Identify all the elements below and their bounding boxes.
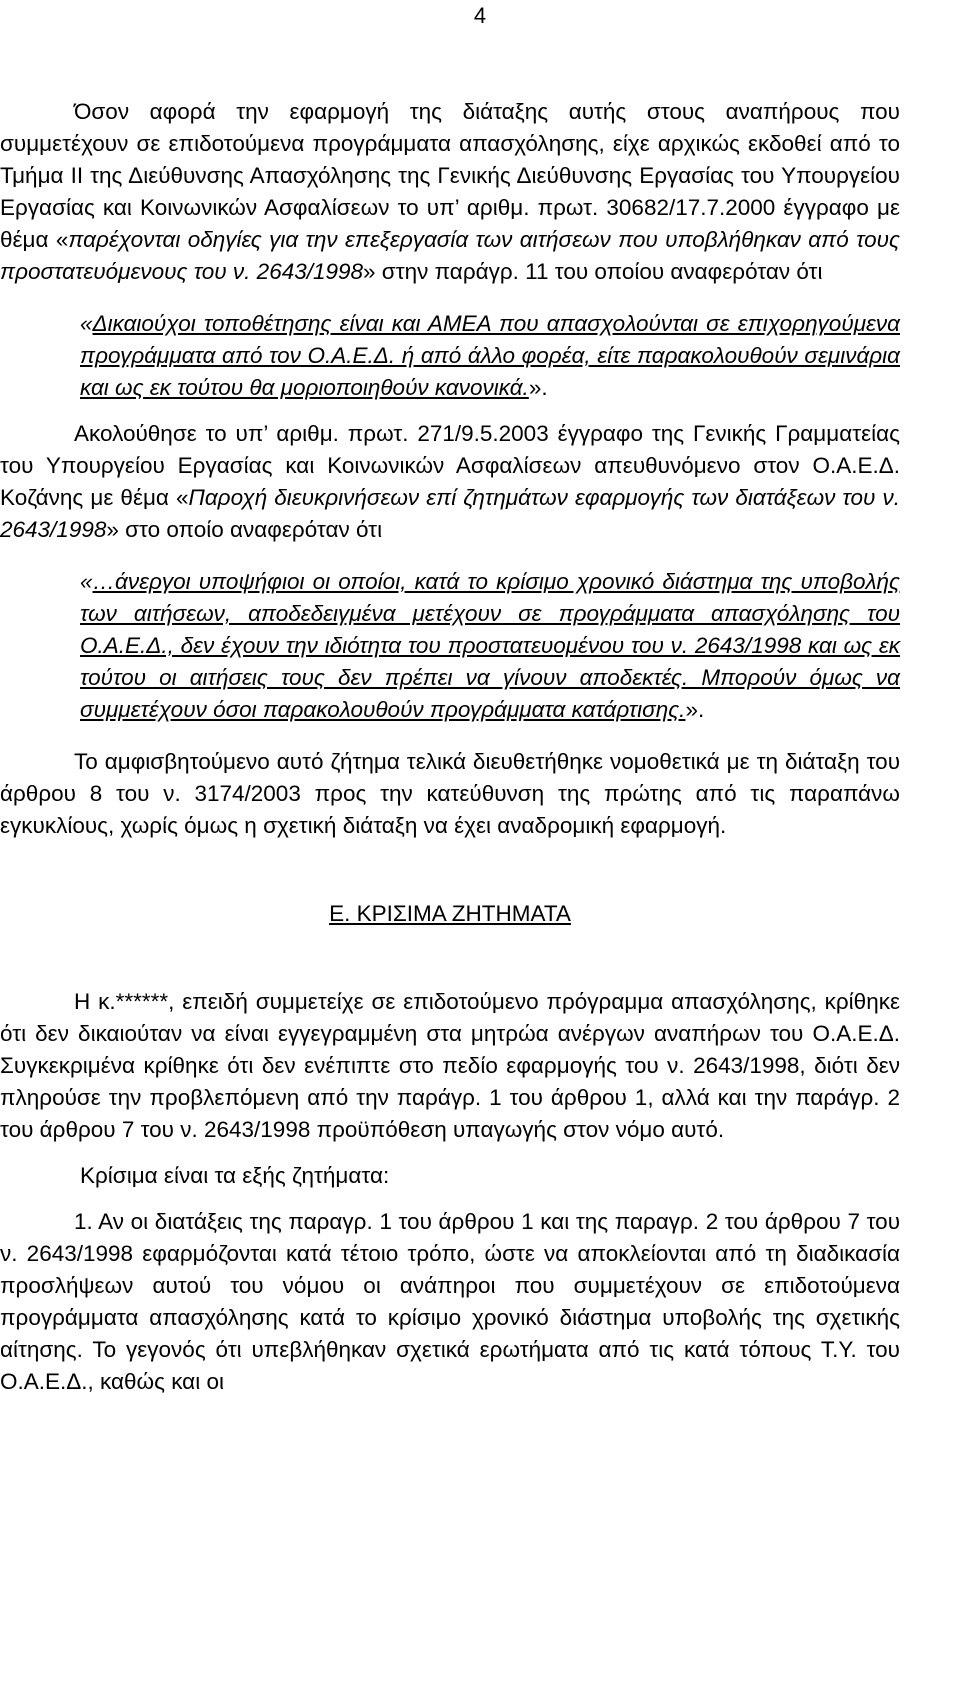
- circular-subject: παρέχονται οδηγίες για την επεξεργασία των αιτήσεων που υποβλήθηκαν από τους προστατευόμενους του ν. 2643/1998: [0, 227, 900, 284]
- paragraph-text: Το αμφισβητούμενο αυτό ζήτημα τελικά διευθετήθηκε νομοθετικά με τη διάταξη του άρθρου 8 του ν. 3174/2003 προς την κατεύθυνση της πρώτης από τις παραπάνω εγκυκλίους, χωρίς όμως η σχετική διάταξη να έχει αναδρομική εφαρμογή.: [0, 749, 900, 838]
- paragraph-critical-issues-intro: Κρίσιμα είναι τα εξής ζητήματα:: [80, 1163, 390, 1188]
- paragraph-text: Η κ.******, επειδή συμμετείχε σε επιδοτούμενο πρόγραμμα απασχόλησης, κρίθηκε ότι δεν δικαιούταν να είναι εγγεγραμμένη στα μητρώα ανέργων αναπήρων του Ο.Α.Ε.Δ. Συγκεκριμένα κρίθηκε ότι δεν ενέπιπτε στο πεδίο εφαρμογής του ν. 2643/1998, διότι δεν πληρούσε την προβλεπόμενη από την παράγρ. 1 του άρθρου 1, αλλά και την παράγρ. 2 του άρθρου 7 του ν. 2643/1998 προϋπόθεση υπαγωγής στον νόμο αυτό.: [0, 989, 900, 1142]
- section-heading: Ε. ΚΡΙΣΙΜΑ ΖΗΤΗΜΑΤΑ: [329, 901, 571, 926]
- quote-circular-2003: [80, 566, 900, 726]
- quote-circular-2000: [80, 308, 900, 404]
- paragraph-text: Ακολούθησε το υπ’ αριθμ. πρωτ. 271/9.5.2003 έγγραφο της Γενικής Γραμματείας του Υπουργείου Εργασίας και Κοινωνικών Ασφαλίσεων απευθυνόμενο στον Ο.Α.Ε.Δ. Κοζάνης με θέμα «: [0, 421, 900, 510]
- circular-subject: Παροχή διευκρινήσεων επί ζητημάτων εφαρμογής των διατάξεων του ν. 2643/1998: [0, 485, 900, 542]
- paragraph-issue-1: [0, 1206, 900, 1398]
- paragraph-legislative-resolution: [0, 746, 900, 842]
- quote-open: «: [80, 311, 93, 336]
- quote-close: ».: [685, 697, 705, 722]
- quote-text: …άνεργοι υποψήφιοι οι οποίοι, κατά το κρίσιμο χρονικό διάστημα της υποβολής των αιτήσεων, αποδεδειγμένα μετέχουν σε προγράμματα απασχόλησης του Ο.Α.Ε.Δ., δεν έχουν την ιδιότητα του προστατευομένου του ν. 2643/1998 και ως εκ τούτου οι αιτήσεις τους δεν πρέπει να γίνουν αποδεκτές. Μπορούν όμως να συμμετέχουν όσοι παρακολουθούν προγράμματα κατάρτισης.: [80, 569, 900, 722]
- quote-text: Δικαιούχοι τοποθέτησης είναι και ΑΜΕΑ που απασχολούνται σε επιχορηγούμενα προγράμματα από τον Ο.Α.Ε.Δ. ή από άλλο φορέα, είτε παρακολουθούν σεμινάρια και ως εκ τούτου θα μοριοποιηθούν κανονικά.: [80, 311, 900, 400]
- quote-open: «: [80, 569, 93, 594]
- quote-close: ».: [528, 375, 548, 400]
- page-number: 4: [473, 3, 487, 28]
- paragraph-text-end: » στο οποίο αναφερόταν ότι: [106, 517, 383, 542]
- paragraph-text: 1. Αν οι διατάξεις της παραγρ. 1 του άρθρου 1 και της παραγρ. 2 του άρθρου 7 του ν. 2643/1998 εφαρμόζονται κατά τέτοιο τρόπο, ώστε να αποκλείονται από τη διαδικασία προσλήψεων αυτού του νόμου οι ανάπηροι που συμμετέχουν σε επιδοτούμενα προγράμματα απασχόλησης κατά το κρίσιμο χρονικό διάστημα υποβολής της σχετικής αίτησης. Το γεγονός ότι υπεβλήθηκαν σχετικά ερωτήματα από τις κατά τόπους Τ.Υ. του Ο.Α.Ε.Δ., καθώς και οι: [0, 1209, 900, 1394]
- document-body: [0, 96, 900, 1398]
- paragraph-text-end: » στην παράγρ. 11 του οποίου αναφερόταν ότι: [363, 259, 823, 284]
- paragraph-circular-2003: [0, 418, 900, 546]
- paragraph-circular-2000: [0, 96, 900, 288]
- paragraph-text: Όσον αφορά την εφαρμογή της διάταξης αυτής στους αναπήρους που συμμετέχουν σε επιδοτούμενα προγράμματα απασχόλησης, είχε αρχικώς εκδοθεί από το Τμήμα ΙΙ της Διεύθυνσης Απασχόλησης της Γενικής Διεύθυνσης Εργασίας του Υπουργείου Εργασίας και Κοινωνικών Ασφαλίσεων το υπ’ αριθμ. πρωτ. 30682/17.7.2000 έγγραφο με θέμα «: [0, 99, 900, 252]
- paragraph-case-summary: [0, 986, 900, 1146]
